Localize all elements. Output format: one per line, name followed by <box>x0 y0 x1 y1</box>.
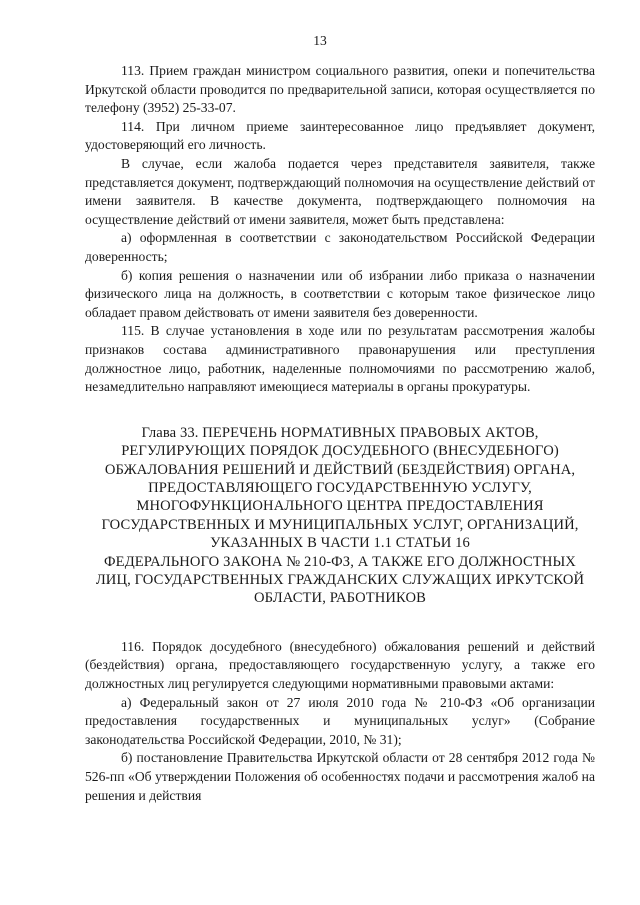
paragraph-116-item-b: б) постановление Правительства Иркутской области от 28 сентября 2012 года № 526-пп «Об утверждении Положения об особенностях подачи и рассмотрения жалоб на решения и действия <box>85 750 595 803</box>
chapter-heading-line: ПРЕДОСТАВЛЯЮЩЕГО ГОСУДАРСТВЕННУЮ УСЛУГУ, <box>148 479 532 496</box>
chapter-heading <box>85 424 595 608</box>
chapter-heading-line: МНОГОФУНКЦИОНАЛЬНОГО ЦЕНТРА ПРЕДОСТАВЛЕНИЯ <box>136 498 544 515</box>
paragraph-115: 115. В случае установления в ходе или по результатам рассмотрения жалобы признаков состава административного правонарушения или преступления должностное лицо, работник, наделенные полномочиями по рассмотрению жалоб, незамедлительно направляют имеющиеся материалы в органы прокуратуры. <box>85 323 595 395</box>
paragraph-representative: В случае, если жалоба подается через представителя заявителя, также представляется документ, подтверждающий полномочия на осуществление действий от имени заявителя. В качестве документа, подтверждающего полномочия на осуществление действий от имени заявителя, может быть представлена: <box>85 155 595 227</box>
chapter-heading-line: ЛИЦ, ГОСУДАРСТВЕННЫХ ГРАЖДАНСКИХ СЛУЖАЩИХ ИРКУТСКОЙ <box>95 571 585 588</box>
paragraph-116: 116. Порядок досудебного (внесудебного) обжалования решений и действий (бездействия) органа, предоставляющего государственную услугу, а также его должностных лиц регулируется следующими нормативными правовыми актами: <box>85 638 595 691</box>
paragraph-113: 113. Прием граждан министром социального развития, опеки и попечительства Иркутской области проводится по предварительной записи, которая осуществляется по телефону (3952) 25-33-07. <box>85 63 595 116</box>
page-number: 13 <box>313 33 327 48</box>
chapter-heading-line: Глава 33. ПЕРЕЧЕНЬ НОРМАТИВНЫХ ПРАВОВЫХ АКТОВ, <box>141 424 539 441</box>
chapter-heading-line: ГОСУДАРСТВЕННЫХ И МУНИЦИПАЛЬНЫХ УСЛУГ, ОРГАНИЗАЦИЙ, <box>101 516 579 533</box>
chapter-heading-line: УКАЗАННЫХ В ЧАСТИ 1.1 СТАТЬИ 16 <box>210 535 470 552</box>
paragraph-item-b: б) копия решения о назначении или об избрании либо приказа о назначении физического лица на должность, в соответствии с которым такое физическое лицо обладает правом действовать от имени заявителя без доверенности. <box>85 267 595 320</box>
chapter-heading-line: ОБЛАСТИ, РАБОТНИКОВ <box>254 590 426 607</box>
chapter-heading-line: ФЕДЕРАЛЬНОГО ЗАКОНА № 210-ФЗ, А ТАКЖЕ ЕГО ДОЛЖНОСТНЫХ <box>104 553 576 570</box>
chapter-heading-line: РЕГУЛИРУЮЩИХ ПОРЯДОК ДОСУДЕБНОГО (ВНЕСУДЕБНОГО) <box>121 443 559 460</box>
paragraph-114: 114. При личном приеме заинтересованное лицо предъявляет документ, удостоверяющий его личность. <box>85 118 595 153</box>
chapter-heading-line: ОБЖАЛОВАНИЯ РЕШЕНИЙ И ДЕЙСТВИЙ (БЕЗДЕЙСТВИЯ) ОРГАНА, <box>104 461 576 478</box>
paragraph-116-item-a: а) Федеральный закон от 27 июля 2010 года № 210-ФЗ «Об организации предоставления государственных и муниципальных услуг» (Собрание законодательства Российской Федерации, 2010, № 31); <box>85 694 595 747</box>
document-body <box>85 62 595 805</box>
paragraph-item-a: а) оформленная в соответствии с законодательством Российской Федерации доверенность; <box>85 230 595 264</box>
